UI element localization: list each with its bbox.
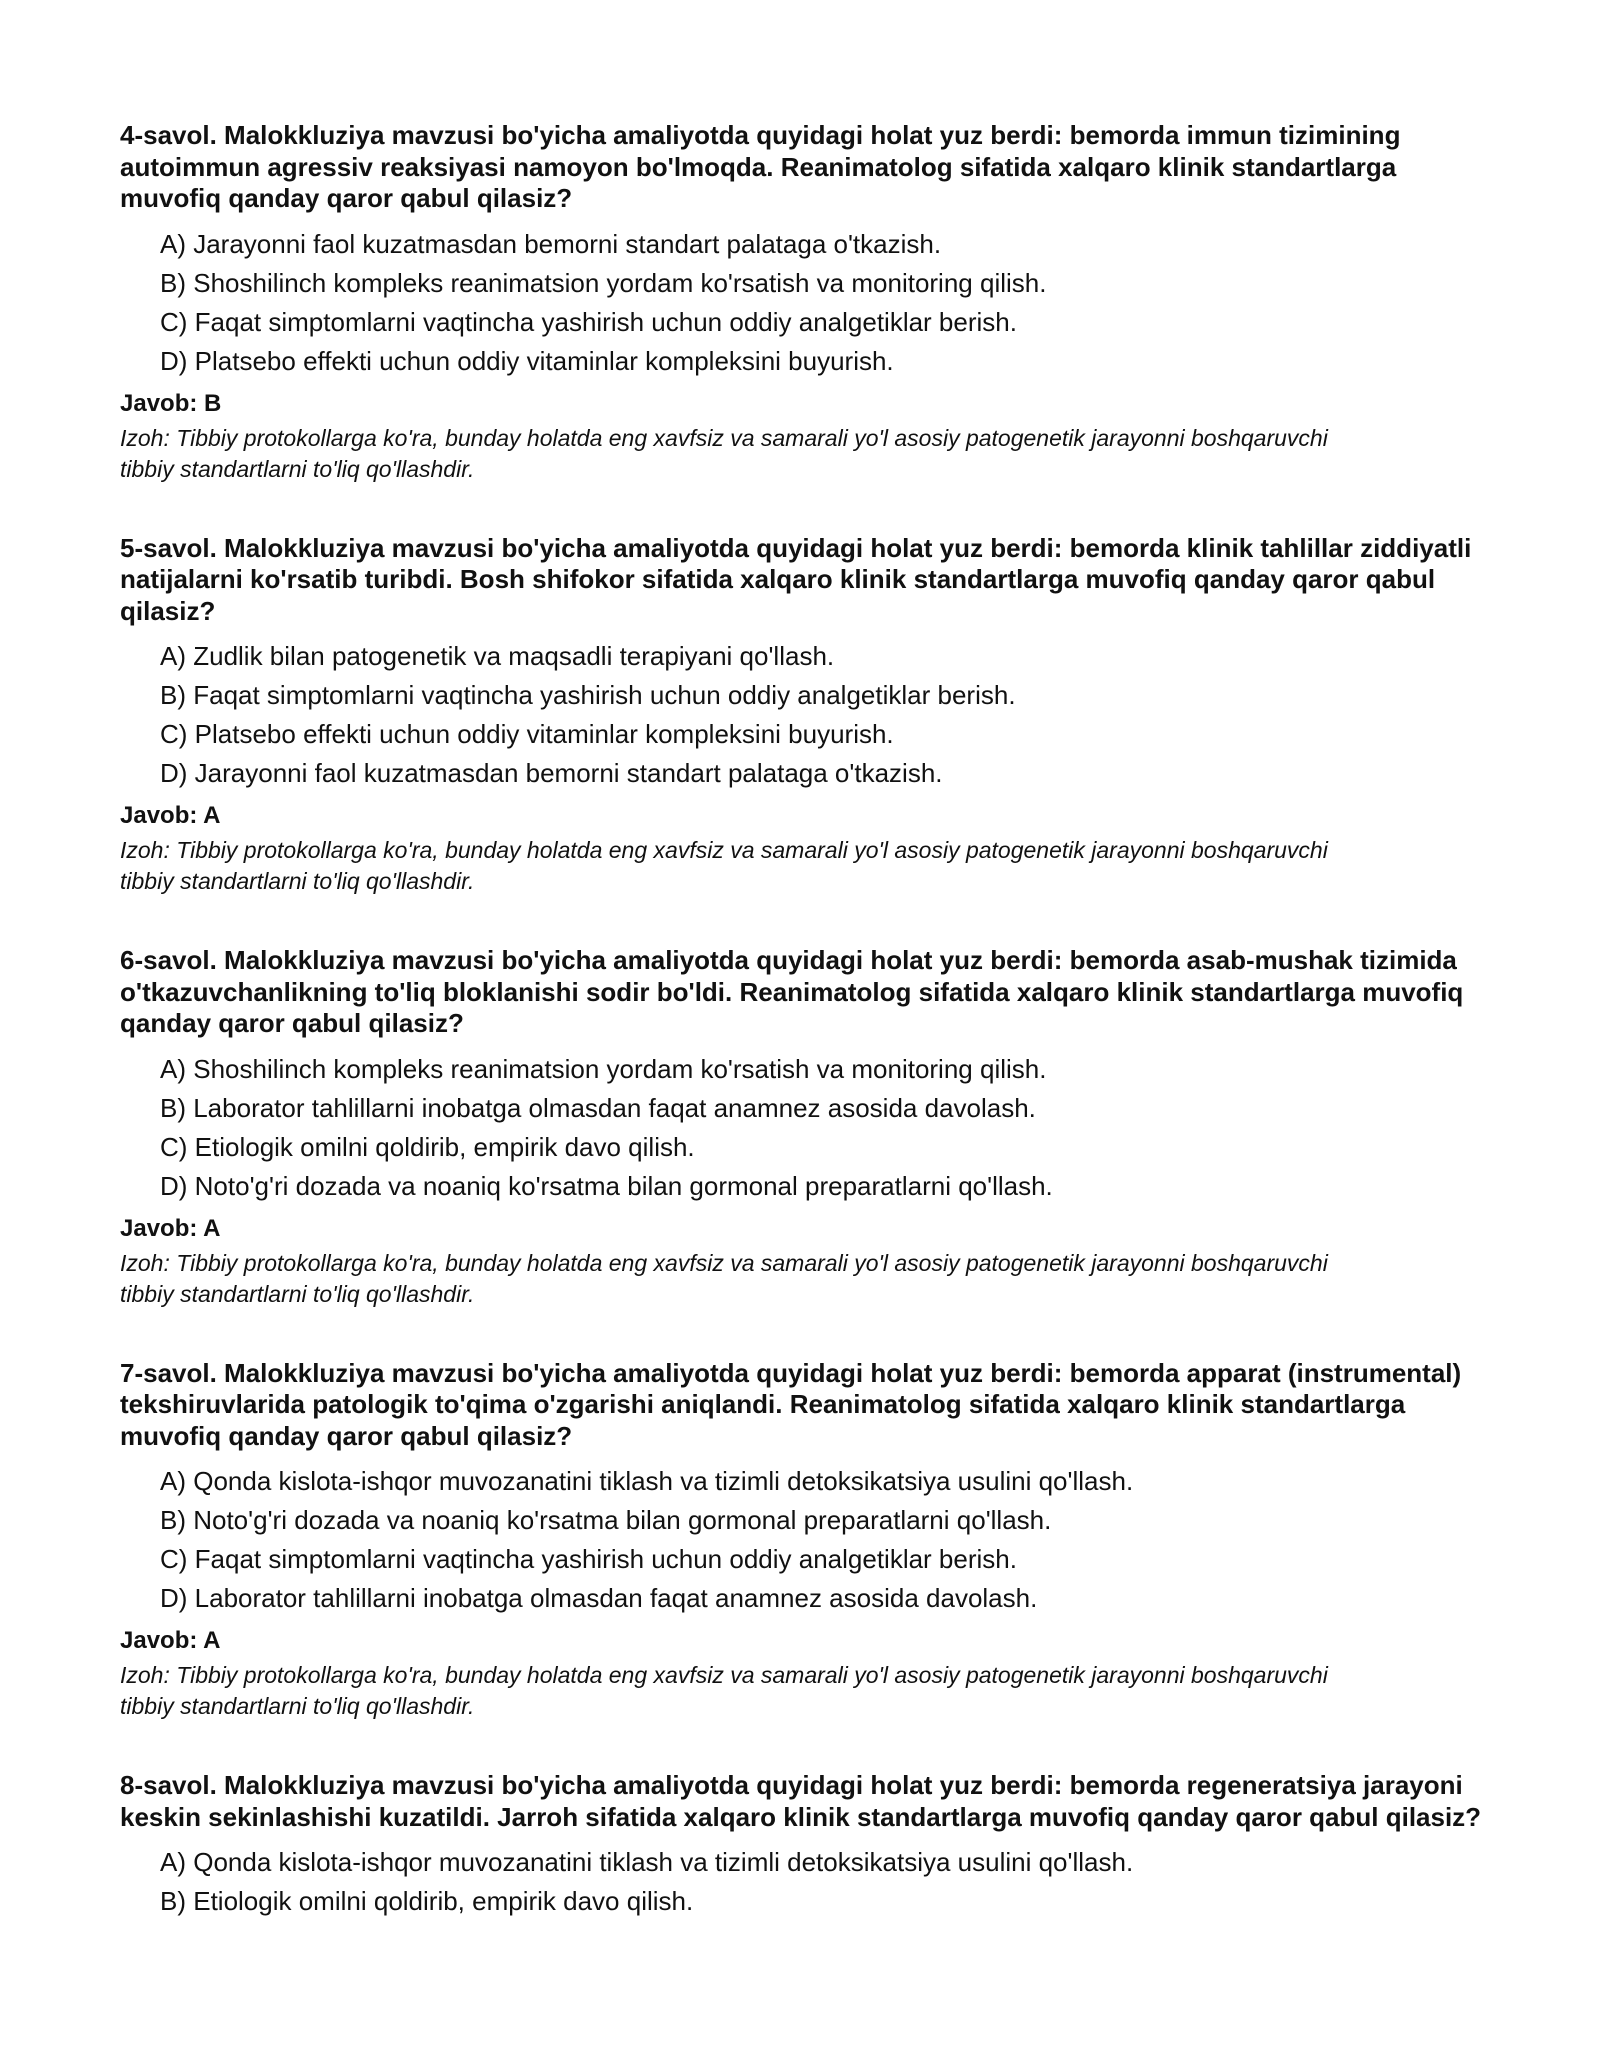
option-a: A) Jarayonni faol kuzatmasdan bemorni standart palataga o'tkazish. (160, 228, 942, 259)
options-list (120, 1462, 1500, 1618)
question-4 (120, 120, 1500, 485)
option-d: D) Laborator tahlillarni inobatga olmasdan faqat anamnez asosida davolash. (160, 1583, 1038, 1613)
question-8 (120, 1770, 1500, 1921)
options-list (120, 225, 1500, 381)
option-b: B) Shoshilinch kompleks reanimatsion yordam ko'rsatish va monitoring qilish. (160, 267, 1047, 298)
option-c: C) Etiologik omilni qoldirib, empirik davo qilish. (160, 1131, 695, 1162)
option-b: B) Noto'g'ri dozada va noaniq ko'rsatma bilan gormonal preparatlarni qo'llash. (160, 1505, 1052, 1535)
option-a: A) Qonda kislota-ishqor muvozanatini tiklash va tizimli detoksikatsiya usulini qo'llash. (160, 1466, 1134, 1496)
question-7 (120, 1358, 1500, 1723)
option-d: D) Noto'g'ri dozada va noaniq ko'rsatma bilan gormonal preparatlarni qo'llash. (160, 1170, 1053, 1201)
question-6 (120, 945, 1500, 1310)
option-a: A) Qonda kislota-ishqor muvozanatini tiklash va tizimli detoksikatsiya usulini qo'llash. (160, 1847, 1134, 1877)
option-d: D) Jarayonni faol kuzatmasdan bemorni standart palataga o'tkazish. (160, 758, 943, 788)
question-title: 8-savol. Malokkluziya mavzusi bo'yicha amaliyotda quyidagi holat yuz berdi: bemorda regeneratsiya jarayoni keskin sekinlashishi kuzatildi. Jarroh sifatida xalqaro klinik standartlarga muvofiq qanday qaror qabul qilasiz? (120, 1770, 1482, 1832)
answer: Javob: B (120, 389, 222, 417)
option-c: C) Faqat simptomlarni vaqtincha yashirish uchun oddiy analgetiklar berish. (160, 1544, 1017, 1574)
option-c: C) Faqat simptomlarni vaqtincha yashirish uchun oddiy analgetiklar berish. (160, 306, 1017, 337)
document-page (120, 120, 1500, 1969)
options-list (120, 1843, 1500, 1921)
answer: Javob: A (120, 1214, 221, 1242)
option-a: A) Zudlik bilan patogenetik va maqsadli terapiyani qo'llash. (160, 641, 835, 671)
explanation-note: Izoh: Tibbiy protokollarga ko'ra, bunday holatda eng xavfsiz va samarali yo'l asosiy patogenetik jarayonni boshqaruvchi tibbiy standartlarni to'liq qo'llashdir. (120, 1662, 1328, 1719)
question-title: 4-savol. Malokkluziya mavzusi bo'yicha amaliyotda quyidagi holat yuz berdi: bemorda immun tizimining autoimmun agressiv reaksiyasi namoyon bo'lmoqda. Reanimatolog sifatida xalqaro klinik standartlarga muvofiq qanday qaror qabul qilasiz? (120, 120, 1401, 213)
options-list (120, 637, 1500, 793)
question-title: 5-savol. Malokkluziya mavzusi bo'yicha amaliyotda quyidagi holat yuz berdi: bemorda klinik tahlillar ziddiyatli natijalarni ko'rsatib turibdi. Bosh shifokor sifatida xalqaro klinik standartlarga muvofiq qanday qaror qabul qilasiz? (120, 532, 1472, 626)
explanation-note: Izoh: Tibbiy protokollarga ko'ra, bunday holatda eng xavfsiz va samarali yo'l asosiy patogenetik jarayonni boshqaruvchi tibbiy standartlarni to'liq qo'llashdir. (120, 837, 1328, 894)
option-b: B) Etiologik omilni qoldirib, empirik davo qilish. (160, 1886, 694, 1916)
option-b: B) Faqat simptomlarni vaqtincha yashirish uchun oddiy analgetiklar berish. (160, 680, 1016, 710)
option-c: C) Platsebo effekti uchun oddiy vitaminlar kompleksini buyurish. (160, 719, 894, 749)
option-a: A) Shoshilinch kompleks reanimatsion yordam ko'rsatish va monitoring qilish. (160, 1053, 1047, 1084)
explanation-note: Izoh: Tibbiy protokollarga ko'ra, bunday holatda eng xavfsiz va samarali yo'l asosiy patogenetik jarayonni boshqaruvchi tibbiy standartlarni to'liq qo'llashdir. (120, 424, 1328, 482)
question-title: 6-savol. Malokkluziya mavzusi bo'yicha amaliyotda quyidagi holat yuz berdi: bemorda asab-mushak tizimida o'tkazuvchanlikning to'liq bloklanishi sodir bo'ldi. Reanimatolog sifatida xalqaro klinik standartlarga muvofiq qanday qaror qabul qilasiz? (120, 945, 1464, 1038)
answer: Javob: A (120, 802, 221, 829)
explanation-note: Izoh: Tibbiy protokollarga ko'ra, bunday holatda eng xavfsiz va samarali yo'l asosiy patogenetik jarayonni boshqaruvchi tibbiy standartlarni to'liq qo'llashdir. (120, 1249, 1328, 1307)
question-5 (120, 533, 1500, 898)
options-list (120, 1050, 1500, 1206)
option-b: B) Laborator tahlillarni inobatga olmasdan faqat anamnez asosida davolash. (160, 1092, 1036, 1123)
answer: Javob: A (120, 1627, 221, 1654)
question-title: 7-savol. Malokkluziya mavzusi bo'yicha amaliyotda quyidagi holat yuz berdi: bemorda apparat (instrumental) tekshiruvlarida patologik to'qima o'zgarishi aniqlandi. Reanimatolog sifatida xalqaro klinik standartlarga muvofiq qanday qaror qabul qilasiz? (120, 1357, 1462, 1451)
option-d: D) Platsebo effekti uchun oddiy vitaminlar kompleksini buyurish. (160, 345, 894, 376)
